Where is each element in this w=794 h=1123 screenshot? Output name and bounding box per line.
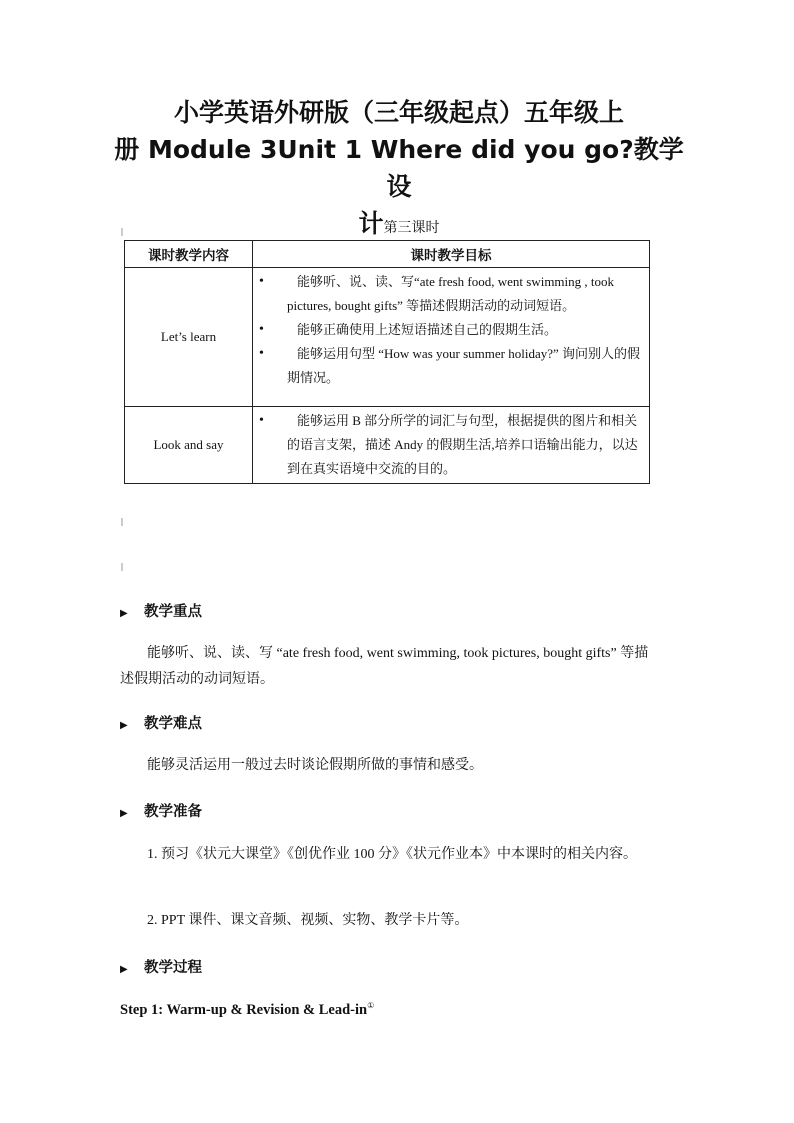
row-goals-cell — [253, 268, 650, 407]
goal-item — [259, 409, 641, 481]
goal-text: 能够正确使用上述短语描述自己的假期生活。 — [297, 322, 558, 337]
section-title: 教学重点 — [144, 604, 202, 620]
arrow-icon: ▶ — [120, 720, 128, 731]
row-content-cell: Let’s learn — [125, 268, 253, 407]
document-title — [110, 94, 688, 247]
goal-list — [259, 409, 641, 481]
section-title: 教学难点 — [144, 716, 202, 732]
difficulties-text: 能够灵活运用一般过去时谈论假期所做的事情和感受。 — [147, 758, 483, 773]
goal-item — [259, 318, 641, 342]
header-goals: 课时教学目标 — [253, 241, 650, 268]
arrow-icon: ▶ — [120, 608, 128, 619]
title-line-1: 小学英语外研版（三年级起点）五年级上 — [173, 98, 624, 127]
bullet-icon: • — [259, 322, 264, 337]
arrow-icon: ▶ — [120, 808, 128, 819]
goals-table — [124, 240, 650, 484]
table-row — [125, 407, 650, 484]
title-line-3-text: 计 — [358, 209, 384, 238]
goal-text: 能够运用句型 “How was your summer holiday?” 询问别人的假期情况。 — [287, 346, 641, 385]
bullet-icon: • — [259, 274, 264, 289]
section-heading-process — [120, 956, 202, 977]
paragraph-mark — [121, 228, 123, 236]
section-heading-difficulties — [120, 712, 202, 733]
goal-text: 能够听、说、读、写“ate fresh food, went swimming , took pictures, bought gifts” 等描述假期活动的动词短语。 — [287, 274, 615, 313]
goal-text: 能够运用 B 部分所学的词汇与句型，根据提供的图片和相关的语言支架，描述 Andy 的假期生活,培养口语输出能力，以达到在真实语境中交流的目的。 — [287, 413, 638, 476]
goal-item — [259, 270, 641, 318]
section-heading-key-points — [120, 600, 202, 621]
preparation-item-2: 2. PPT 课件、课文音频、视频、实物、教学卡片等。 — [147, 913, 469, 928]
row-content-cell: Look and say — [125, 407, 253, 484]
footnote-mark: ① — [367, 1001, 375, 1010]
section-heading-preparation — [120, 800, 202, 821]
key-points-text: 能够听、说、读、写 “ate fresh food, went swimming, took pictures, bought gifts” 等描述假期活动的动词短语。 — [120, 646, 649, 687]
section-title: 教学过程 — [144, 960, 202, 976]
table-row — [125, 268, 650, 407]
step-1-heading — [120, 1001, 374, 1019]
step-1-label: Step 1: Warm-up & Revision & Lead-in — [120, 1001, 368, 1018]
arrow-icon: ▶ — [120, 964, 128, 975]
section-title: 教学准备 — [144, 804, 202, 820]
header-content: 课时教学内容 — [125, 241, 253, 268]
title-line-2: 册 Module 3Unit 1 Where did you go?教学设 — [114, 135, 684, 201]
paragraph-mark — [121, 563, 123, 571]
bullet-icon: • — [259, 346, 264, 361]
preparation-item-1: 1. 预习《状元大课堂》《创优作业 100 分》《状元作业本》中本课时的相关内容。 — [147, 847, 637, 862]
table-header-row — [125, 241, 650, 268]
bullet-icon: • — [259, 413, 264, 428]
paragraph-mark — [121, 518, 123, 526]
row-goals-cell — [253, 407, 650, 484]
goal-list — [259, 270, 641, 390]
lesson-number: 第三课时 — [383, 220, 440, 236]
goal-item — [259, 342, 641, 390]
